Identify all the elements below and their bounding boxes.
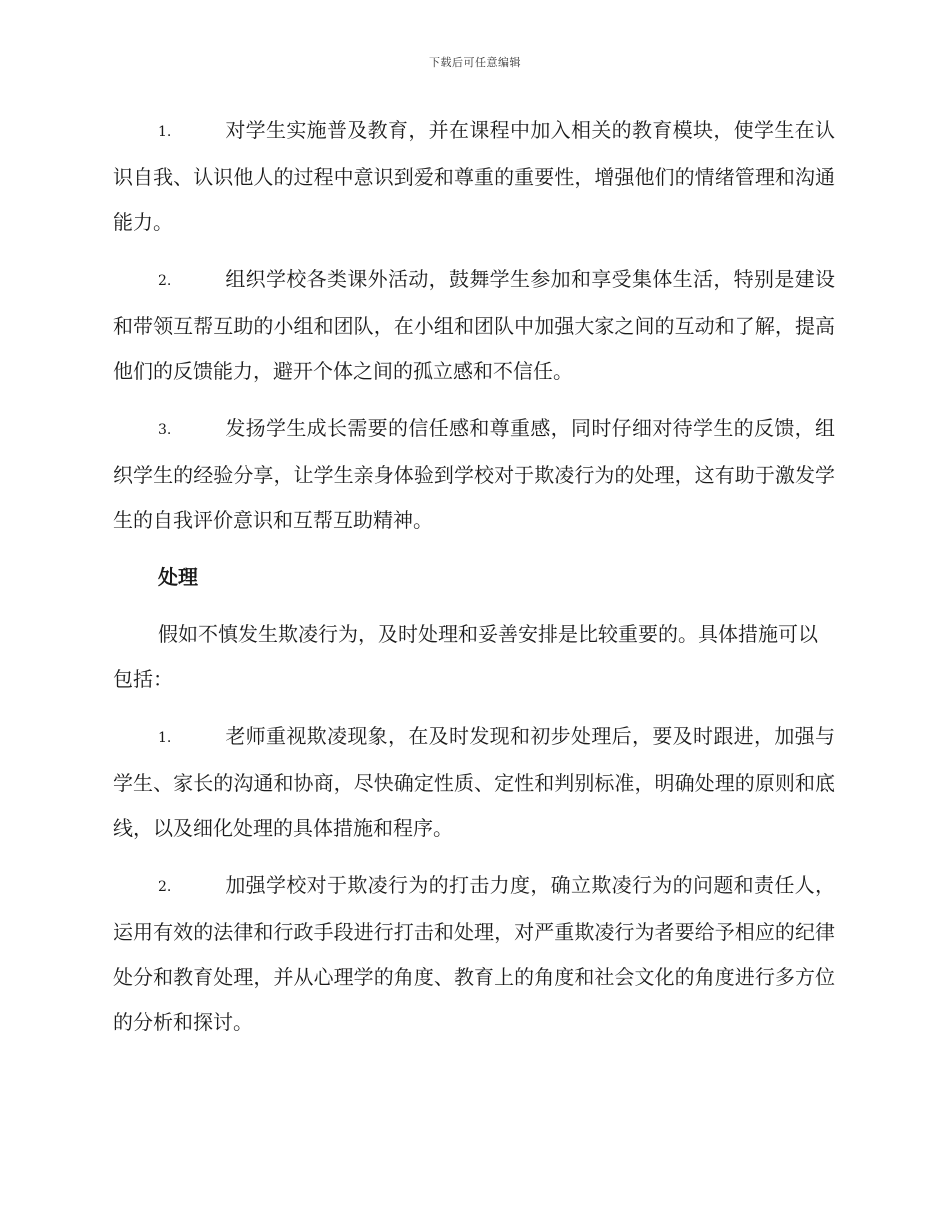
document-body bbox=[113, 108, 835, 1057]
list-item-number: 1. bbox=[158, 730, 172, 746]
list-item-number: 3. bbox=[158, 422, 172, 438]
list-item-text: 老师重视欺凌现象，在及时发现和初步处理后，要及时跟进，加强与学生、家长的沟通和协商，尽快确定性质、定性和判别标准，明确处理的原则和底线，以及细化处理的具体措施和程序。 bbox=[113, 724, 835, 840]
list-item bbox=[113, 863, 835, 1045]
list-item bbox=[113, 406, 835, 543]
list-item-number: 1. bbox=[158, 124, 172, 140]
intro-paragraph: 假如不慎发生欺凌行为，及时处理和妥善安排是比较重要的。具体措施可以包括： bbox=[113, 622, 818, 691]
list-item bbox=[113, 257, 835, 394]
list-item-text: 发扬学生成长需要的信任感和尊重感，同时仔细对待学生的反馈，组织学生的经验分享，让学生亲身体验到学校对于欺凌行为的处理，这有助于激发学生的自我评价意识和互帮互助精神。 bbox=[113, 416, 835, 532]
list-item-text: 组织学校各类课外活动，鼓舞学生参加和享受集体生活，特别是建设和带领互帮互助的小组和团队，在小组和团队中加强大家之间的互动和了解，提高他们的反馈能力，避开个体之间的孤立感和不信任。 bbox=[113, 267, 835, 383]
list-item bbox=[113, 108, 835, 245]
page-header: 下载后可任意编辑 bbox=[429, 56, 521, 69]
list-item-text: 对学生实施普及教育，并在课程中加入相关的教育模块，使学生在认识自我、认识他人的过程中意识到爱和尊重的重要性，增强他们的情绪管理和沟通能力。 bbox=[113, 118, 835, 234]
list-item-text: 加强学校对于欺凌行为的打击力度，确立欺凌行为的问题和责任人，运用有效的法律和行政手段进行打击和处理，对严重欺凌行为者要给予相应的纪律处分和教育处理，并从心理学的角度、教育上的角度和社会文化的角度进行多方位的分析和探讨。 bbox=[113, 873, 835, 1034]
list-item bbox=[113, 714, 835, 851]
section-heading: 处理 bbox=[158, 565, 198, 589]
list-item-number: 2. bbox=[158, 273, 172, 289]
list-item-number: 2. bbox=[158, 879, 172, 895]
